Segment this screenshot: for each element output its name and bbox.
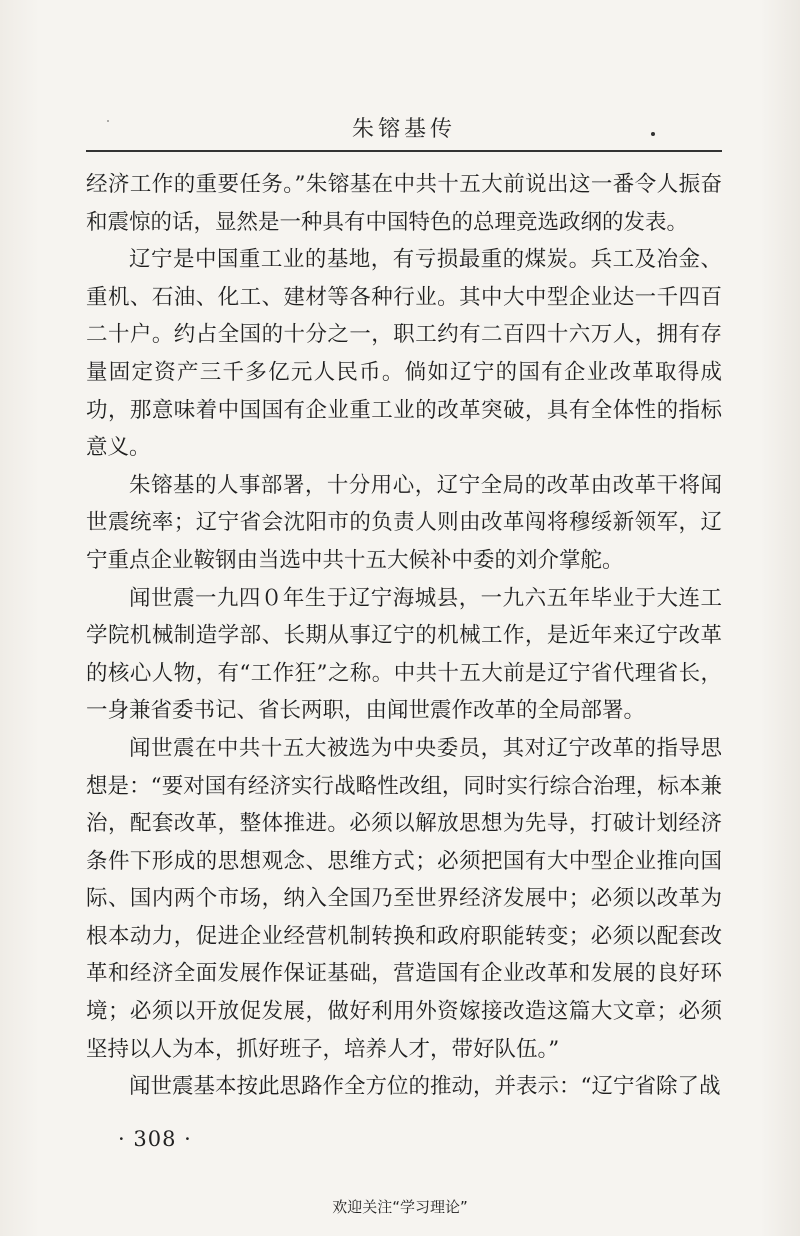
paragraph: 闻世震基本按此思路作全方位的推动，并表示：“辽宁省除了战 — [129, 1074, 721, 1100]
scan-speck — [651, 132, 655, 136]
running-head-title: 朱镕基传 — [351, 117, 456, 142]
paragraph: 朱镕基的人事部署，十分用心，辽宁全局的改革由改革干将闻世震统率；辽宁省会沈阳市的负责人则由改革闯将穆绥新领军，辽宁重点企业鞍钢由当选中共十五大候补中委的刘介掌舵。 — [86, 472, 722, 573]
footer-note: 欢迎关注“学习理论” — [332, 1198, 468, 1216]
paragraph: 辽宁是中国重工业的基地，有亏损最重的煤炭。兵工及冶金、重机、石油、化工、建材等各种行业。其中大中型企业达一千四百二十户。约占全国的十分之一，职工约有二百四十六万人，拥有存量固定资产三千多亿元人民币。倘如辽宁的国有企业改革取得成功，那意味着中国国有企业重工业的改革突破，具有全体性的指标意义。 — [86, 247, 722, 461]
scan-speck — [107, 120, 109, 122]
paragraph: 闻世震在中共十五大被选为中央委员，其对辽宁改革的指导思想是：“要对国有经济实行战略性改组，同时实行综合治理，标本兼治，配套改革，整体推进。必须以解放思想为先导，打破计划经济条件下形成的思想观念、思维方式；必须把国有大中型企业推向国际、国内两个市场，纳入全国乃至世界经济发展中；必须以改革为根本动力，促进企业经营机制转换和政府职能转变；必须以配套改革和经济全面发展作保证基础，营造国有企业改革和发展的良好环境；必须以开放促发展，做好利用外资嫁接改造这篇大文章；必须坚持以人为本，抓好班子，培养人才，带好队伍。” — [86, 735, 722, 1062]
header-rule — [86, 150, 722, 152]
paragraph: 闻世震一九四０年生于辽宁海城县，一九六五年毕业于大连工学院机械制造学部、长期从事辽宁的机械工作，是近年来辽宁改革的核心人物，有“工作狂”之称。中共十五大前是辽宁省代理省长，一身兼省委书记、省长两职，由闻世震作改革的全局部署。 — [86, 585, 722, 724]
page-number: · 308 · — [118, 1127, 192, 1151]
paragraph: 经济工作的重要任务。”朱镕基在中共十五大前说出这一番令人振奋和震惊的话，显然是一种具有中国特色的总理竞选政纲的发表。 — [86, 172, 722, 235]
body-text — [86, 166, 722, 1106]
